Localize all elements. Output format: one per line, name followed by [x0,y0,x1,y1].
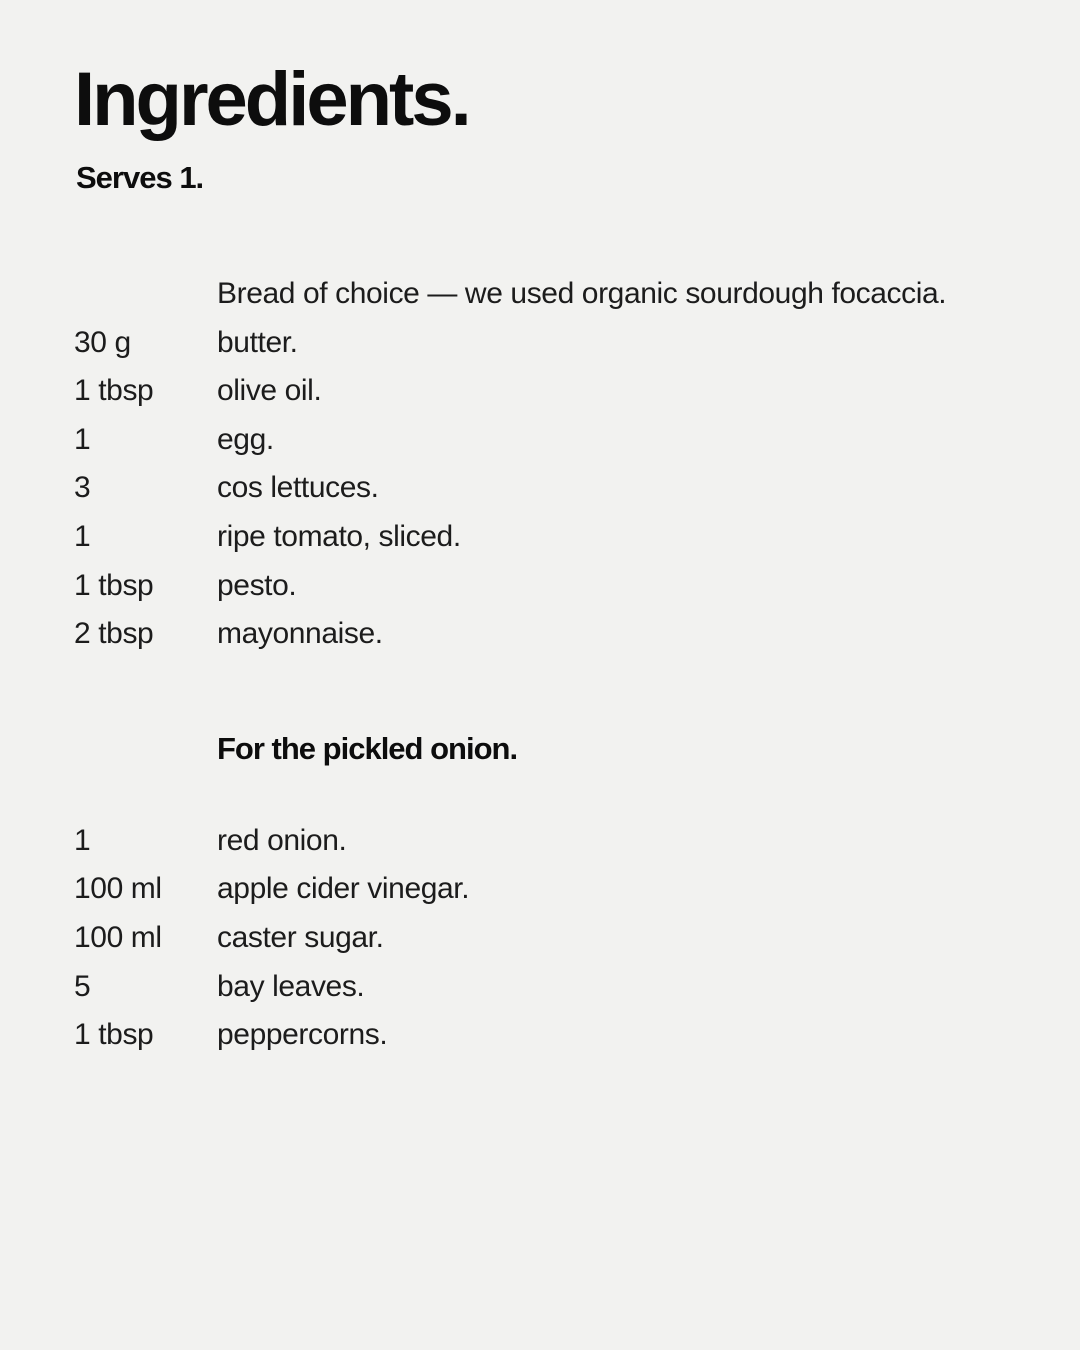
list-item [74,416,1006,465]
list-item [74,865,1006,914]
list-item [74,914,1006,963]
ingredient-quantity: 1 [74,823,91,857]
section-heading-spacer [74,731,217,767]
ingredient-name: apple cider vinegar. [217,872,470,906]
list-item [74,513,1006,562]
ingredient-quantity: 1 tbsp [74,374,154,408]
page-title: Ingredients. [74,57,469,142]
list-item [74,562,1006,611]
list-item [74,367,1006,416]
ingredient-quantity: 1 [74,519,91,553]
list-item [74,270,1006,319]
ingredient-quantity: 2 tbsp [74,617,154,651]
section-heading-row [74,731,1006,767]
ingredient-name: peppercorns. [217,1018,388,1052]
ingredient-quantity: 3 [74,471,91,505]
ingredient-name: cos lettuces. [217,471,379,505]
ingredient-name: caster sugar. [217,920,384,954]
ingredient-quantity: 1 tbsp [74,568,154,602]
ingredient-quantity: 1 tbsp [74,1018,154,1052]
ingredient-quantity: 100 ml [74,920,162,954]
ingredient-name: egg. [217,422,274,456]
ingredient-name: olive oil. [217,374,322,408]
list-item [74,1011,1006,1060]
ingredient-name: mayonnaise. [217,617,383,651]
ingredient-quantity: 30 g [74,325,131,359]
ingredient-name: butter. [217,325,298,359]
ingredient-name: bay leaves. [217,969,365,1003]
main-ingredient-list [74,270,1006,659]
ingredient-name: ripe tomato, sliced. [217,519,461,553]
list-item [74,817,1006,866]
ingredient-name: pesto. [217,568,297,602]
ingredient-quantity: 5 [74,969,91,1003]
pickled-onion-ingredient-list [74,817,1006,1060]
list-item [74,610,1006,659]
ingredient-name: Bread of choice — we used organic sourdough focaccia. [217,277,947,310]
list-item [74,464,1006,513]
list-item [74,963,1006,1012]
serves-label: Serves 1. [76,160,204,195]
list-item [74,319,1006,368]
section-heading: For the pickled onion. [217,730,518,766]
ingredient-quantity: 100 ml [74,872,162,906]
ingredient-name: red onion. [217,823,347,857]
ingredient-quantity: 1 [74,422,91,456]
